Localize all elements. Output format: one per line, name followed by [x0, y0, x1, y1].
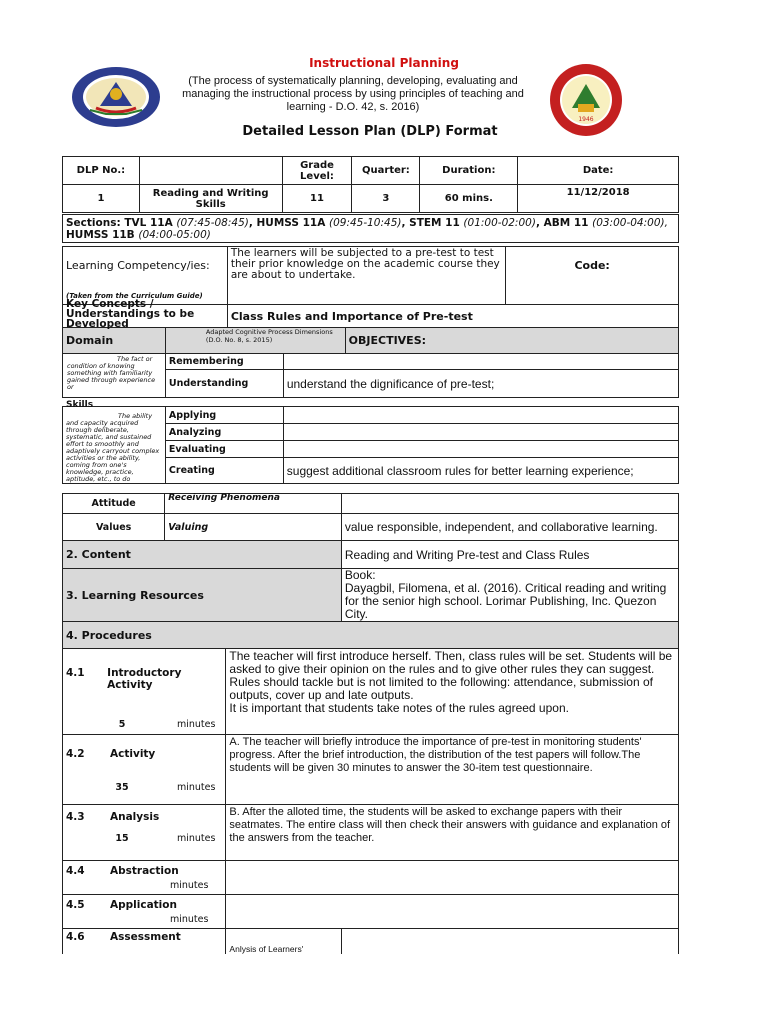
- section-humss-a: , HUMSS 11A: [248, 216, 326, 229]
- domain-header: Domain: [63, 328, 166, 354]
- knowledge-description-text: The fact or condition of knowing something with familiarity gained through experience or: [67, 355, 156, 391]
- content-value: Reading and Writing Pre-test and Class Rules: [341, 541, 678, 569]
- dimension-creating: Creating: [165, 458, 283, 484]
- quarter-value: 3: [352, 185, 420, 213]
- knowledge-table: [62, 353, 679, 398]
- section-humss-b: HUMSS 11B: [66, 228, 135, 241]
- dimensions-header: Adapted Cognitive Process Dimensions (D.O. No. 8, s. 2015): [165, 328, 345, 354]
- dlp-number-blank: [139, 157, 282, 185]
- procedure-4-3-minutes: 15: [115, 833, 129, 844]
- procedure-4-1-name: Introductory Activity: [107, 667, 182, 691]
- objective-understanding: understand the dignificance of pre-test;: [283, 370, 678, 398]
- objective-applying: [283, 407, 678, 424]
- procedure-4-6-number: 4.6: [66, 931, 85, 943]
- procedure-4-2-name: Activity: [110, 748, 156, 760]
- procedure-4-2-unit: minutes: [177, 782, 216, 793]
- duration-label: Duration:: [420, 157, 518, 185]
- svg-text:1946: 1946: [578, 116, 594, 123]
- competency-table: [62, 246, 679, 354]
- procedure-4-1-unit: minutes: [177, 719, 216, 730]
- objective-attitude: [341, 494, 678, 514]
- procedure-4-2-text: A. The teacher will briefly introduce the importance of pre-test in monitoring students' progress. After the brief introduction, the distribution of the test papers will follow.The students will be given 30 minutes to answer the 30-item test questionnaire.: [226, 735, 679, 805]
- dimension-applying: Applying: [165, 407, 283, 424]
- skills-label: Skills: [66, 400, 94, 410]
- resources-value: [341, 569, 678, 622]
- procedure-4-3-name: Analysis: [110, 811, 160, 823]
- dimension-evaluating: Evaluating: [165, 441, 283, 458]
- procedure-4-4-minutes: [66, 880, 126, 891]
- procedure-4-5-minutes: [66, 914, 126, 925]
- procedure-4-3-number: 4.3: [66, 811, 85, 823]
- skills-table: [62, 400, 679, 484]
- procedure-4-3-unit: minutes: [177, 833, 216, 844]
- procedure-4-5-label: [63, 895, 226, 929]
- key-concepts-value: Class Rules and Importance of Pre-test: [227, 305, 678, 328]
- procedure-4-2-number: 4.2: [66, 748, 85, 760]
- dlp-number-value: 1: [63, 185, 140, 213]
- procedure-4-4-label: [63, 861, 226, 895]
- values-label: Values: [63, 514, 165, 541]
- section-tvl-time: (07:45-08:45): [176, 216, 249, 229]
- procedure-4-6-text: Anlysis of Learners': [226, 929, 341, 954]
- subject-value: Reading and Writing Skills: [139, 185, 282, 213]
- skills-description-text: The ability and capacity acquired through deliberate, systematic, and sustained effort to smoothly and adaptively carryout complex activities or the ability, coming from one's knowledge, practice, aptitude, etc., to do: [66, 412, 160, 483]
- section-humss-b-time: (04:00-05:00): [138, 228, 211, 241]
- resources-line2: Dayagbil, Filomena, et al. (2016). Critical reading and writing for the senior high school. Lorimar Publishing, Inc. Quezon City.: [344, 581, 667, 621]
- key-concepts-label-cell: [63, 298, 228, 330]
- procedure-4-2-minutes: 35: [115, 782, 129, 793]
- procedure-4-1-number: 4.1: [66, 667, 85, 679]
- attitude-label: Attitude: [63, 494, 165, 514]
- skills-description: [63, 400, 166, 484]
- dimension-valuing: Valuing: [165, 514, 342, 541]
- resources-line1: Book:: [344, 568, 376, 582]
- receiving-phenomena-text: Receiving Phenomena: [168, 493, 280, 503]
- section-abm-time: (03:00-04:00),: [592, 216, 668, 229]
- objective-evaluating: [283, 441, 678, 458]
- procedure-4-1-note: It is important that students take notes of the rules agreed upon.: [229, 701, 569, 715]
- procedure-4-5-text: [226, 895, 679, 929]
- dlp-info-table: [62, 156, 679, 213]
- dimension-remembering: Remembering: [165, 354, 283, 370]
- procedure-4-5-number: 4.5: [66, 899, 85, 911]
- procedure-4-6-label: [63, 929, 226, 954]
- competency-source-note: (Taken from the Curriculum Guide): [66, 292, 203, 300]
- section-tvl: TVL 11A: [124, 216, 173, 229]
- competency-label-cell: [63, 247, 228, 305]
- dimension-analyzing: Analyzing: [165, 424, 283, 441]
- dlp-number-label: DLP No.:: [63, 157, 140, 185]
- sections-cell: [63, 215, 679, 243]
- section-stem: , STEM 11: [401, 216, 460, 229]
- lesson-body-table: [62, 493, 679, 954]
- procedure-4-6-blank: [341, 929, 678, 954]
- objective-analyzing: [283, 424, 678, 441]
- deped-seal-logo: [70, 66, 162, 128]
- grade-level-value: 11: [282, 185, 352, 213]
- section-abm: , ABM 11: [535, 216, 589, 229]
- procedure-4-5-unit: minutes: [170, 914, 209, 925]
- procedure-4-5-name: Application: [110, 899, 177, 911]
- procedure-4-4-name: Abstraction: [110, 865, 179, 877]
- section-humss-a-time: (09:45-10:45): [328, 216, 402, 229]
- school-seal-logo: [548, 62, 624, 138]
- key-concepts-label-top: Key Concepts /: [66, 298, 154, 310]
- key-concepts-label: Understandings to be Developed: [66, 308, 195, 330]
- section-stem-time: (01:00-02:00): [463, 216, 536, 229]
- page-subheading: (The process of systematically planning, developing, evaluating and managing the instructional process by using principles of teaching and learning - D.O. 42, s. 2016): [182, 75, 524, 113]
- duration-value: 60 mins.: [420, 185, 518, 213]
- procedure-4-1-minutes: 5: [118, 719, 126, 730]
- procedure-4-1-text: [226, 649, 679, 735]
- procedure-4-4-number: 4.4: [66, 865, 85, 877]
- objective-values: value responsible, independent, and collaborative learning.: [341, 514, 678, 541]
- objective-remembering: [283, 354, 678, 370]
- procedure-4-4-text: [226, 861, 679, 895]
- content-label: 2. Content: [63, 541, 342, 569]
- objective-creating: suggest additional classroom rules for better learning experience;: [283, 458, 678, 484]
- objectives-header: OBJECTIVES:: [345, 328, 678, 354]
- dimension-receiving-phenomena: [165, 494, 342, 514]
- document-title: Detailed Lesson Plan (DLP) Format: [242, 124, 498, 139]
- sections-label: Sections:: [66, 216, 121, 229]
- page-heading: Instructional Planning: [309, 56, 459, 70]
- date-label: Date:: [518, 157, 679, 185]
- knowledge-description: [63, 354, 166, 398]
- procedure-4-1-label: [63, 649, 226, 735]
- grade-level-label: Grade Level:: [282, 157, 352, 185]
- competency-label: Learning Competency/ies:: [66, 259, 210, 272]
- procedure-4-3-text: B. After the alloted time, the students will be asked to exchange papers with their seatmates. The entire class will then check their answers with guidance and explanation of the answers from the teacher.: [226, 805, 679, 861]
- procedure-4-2-label: [63, 735, 226, 805]
- procedure-4-3-label: [63, 805, 226, 861]
- procedure-4-6-name: Assessment: [110, 931, 181, 943]
- procedure-4-1-paragraph: The teacher will first introduce herself. Then, class rules will be set. Students will be asked to give their opinion on the rules and to give other rules they can suggest. Rules should tackle but is not limited to the following: attendance, submission of outputs, cover up and late outputs.: [229, 649, 673, 702]
- sections-table: [62, 214, 679, 243]
- competency-code-label: Code:: [506, 247, 679, 305]
- procedures-header: 4. Procedures: [63, 622, 679, 649]
- competency-text: The learners will be subjected to a pre-test to test their prior knowledge on the academic course they are about to undertake.: [227, 247, 505, 305]
- procedure-4-4-unit: minutes: [170, 880, 209, 891]
- date-value: 11/12/2018: [518, 185, 679, 213]
- quarter-label: Quarter:: [352, 157, 420, 185]
- resources-label: 3. Learning Resources: [63, 569, 342, 622]
- dimension-understanding: Understanding: [165, 370, 283, 398]
